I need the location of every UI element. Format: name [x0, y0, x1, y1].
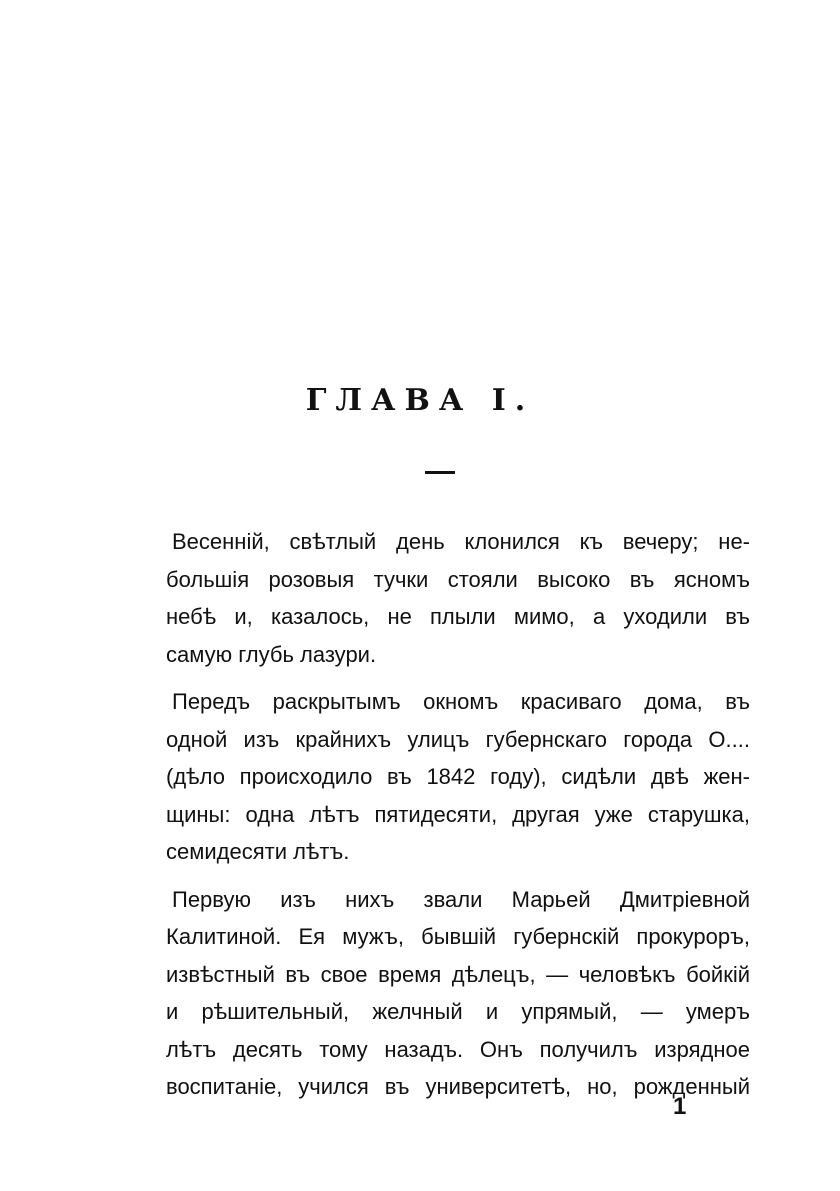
- chapter-body: [166, 523, 750, 1116]
- chapter-title: ГЛАВА I.: [305, 383, 535, 418]
- text-line: и рѣшительный, желчный и упрямый, — умеръ: [166, 999, 750, 1024]
- text-line: лѣтъ десять тому назадъ. Онъ получилъ изрядное: [166, 1036, 750, 1062]
- text-line: Первую изъ нихъ звали Марьей Дмитріевной: [172, 886, 750, 912]
- paragraph-3: [166, 881, 750, 1106]
- chapter-separator-rule: [425, 471, 455, 474]
- text-line: извѣстный въ свое время дѣлецъ, — человѣкъ бойкій: [166, 961, 750, 987]
- text-line: небѣ и, казалось, не плыли мимо, а уходили въ: [166, 604, 750, 629]
- text-line: щины: одна лѣтъ пятидесяти, другая уже старушка,: [166, 801, 750, 827]
- paragraph-2: [166, 683, 750, 871]
- text-line: Калитиной. Ея мужъ, бывшій губернскій прокуроръ,: [166, 924, 750, 949]
- text-line: большія розовыя тучки стояли высоко въ ясномъ: [166, 566, 750, 592]
- page-number: 1: [673, 1093, 687, 1120]
- text-line: воспитаніе, учился въ университетѣ, но, рожденный: [166, 1074, 750, 1099]
- text-line: (дѣло происходило въ 1842 году), сидѣли двѣ жен-: [166, 764, 750, 789]
- paragraph-1: [166, 523, 750, 673]
- text-line: самую глубь лазури.: [166, 641, 377, 667]
- text-line: одной изъ крайнихъ улицъ губернскаго города О....: [166, 726, 750, 752]
- text-line: Передъ раскрытымъ окномъ красиваго дома, въ: [172, 689, 750, 714]
- text-line: семидесяти лѣтъ.: [166, 839, 350, 864]
- text-line: Весенній, свѣтлый день клонился къ вечеру; не-: [172, 529, 750, 554]
